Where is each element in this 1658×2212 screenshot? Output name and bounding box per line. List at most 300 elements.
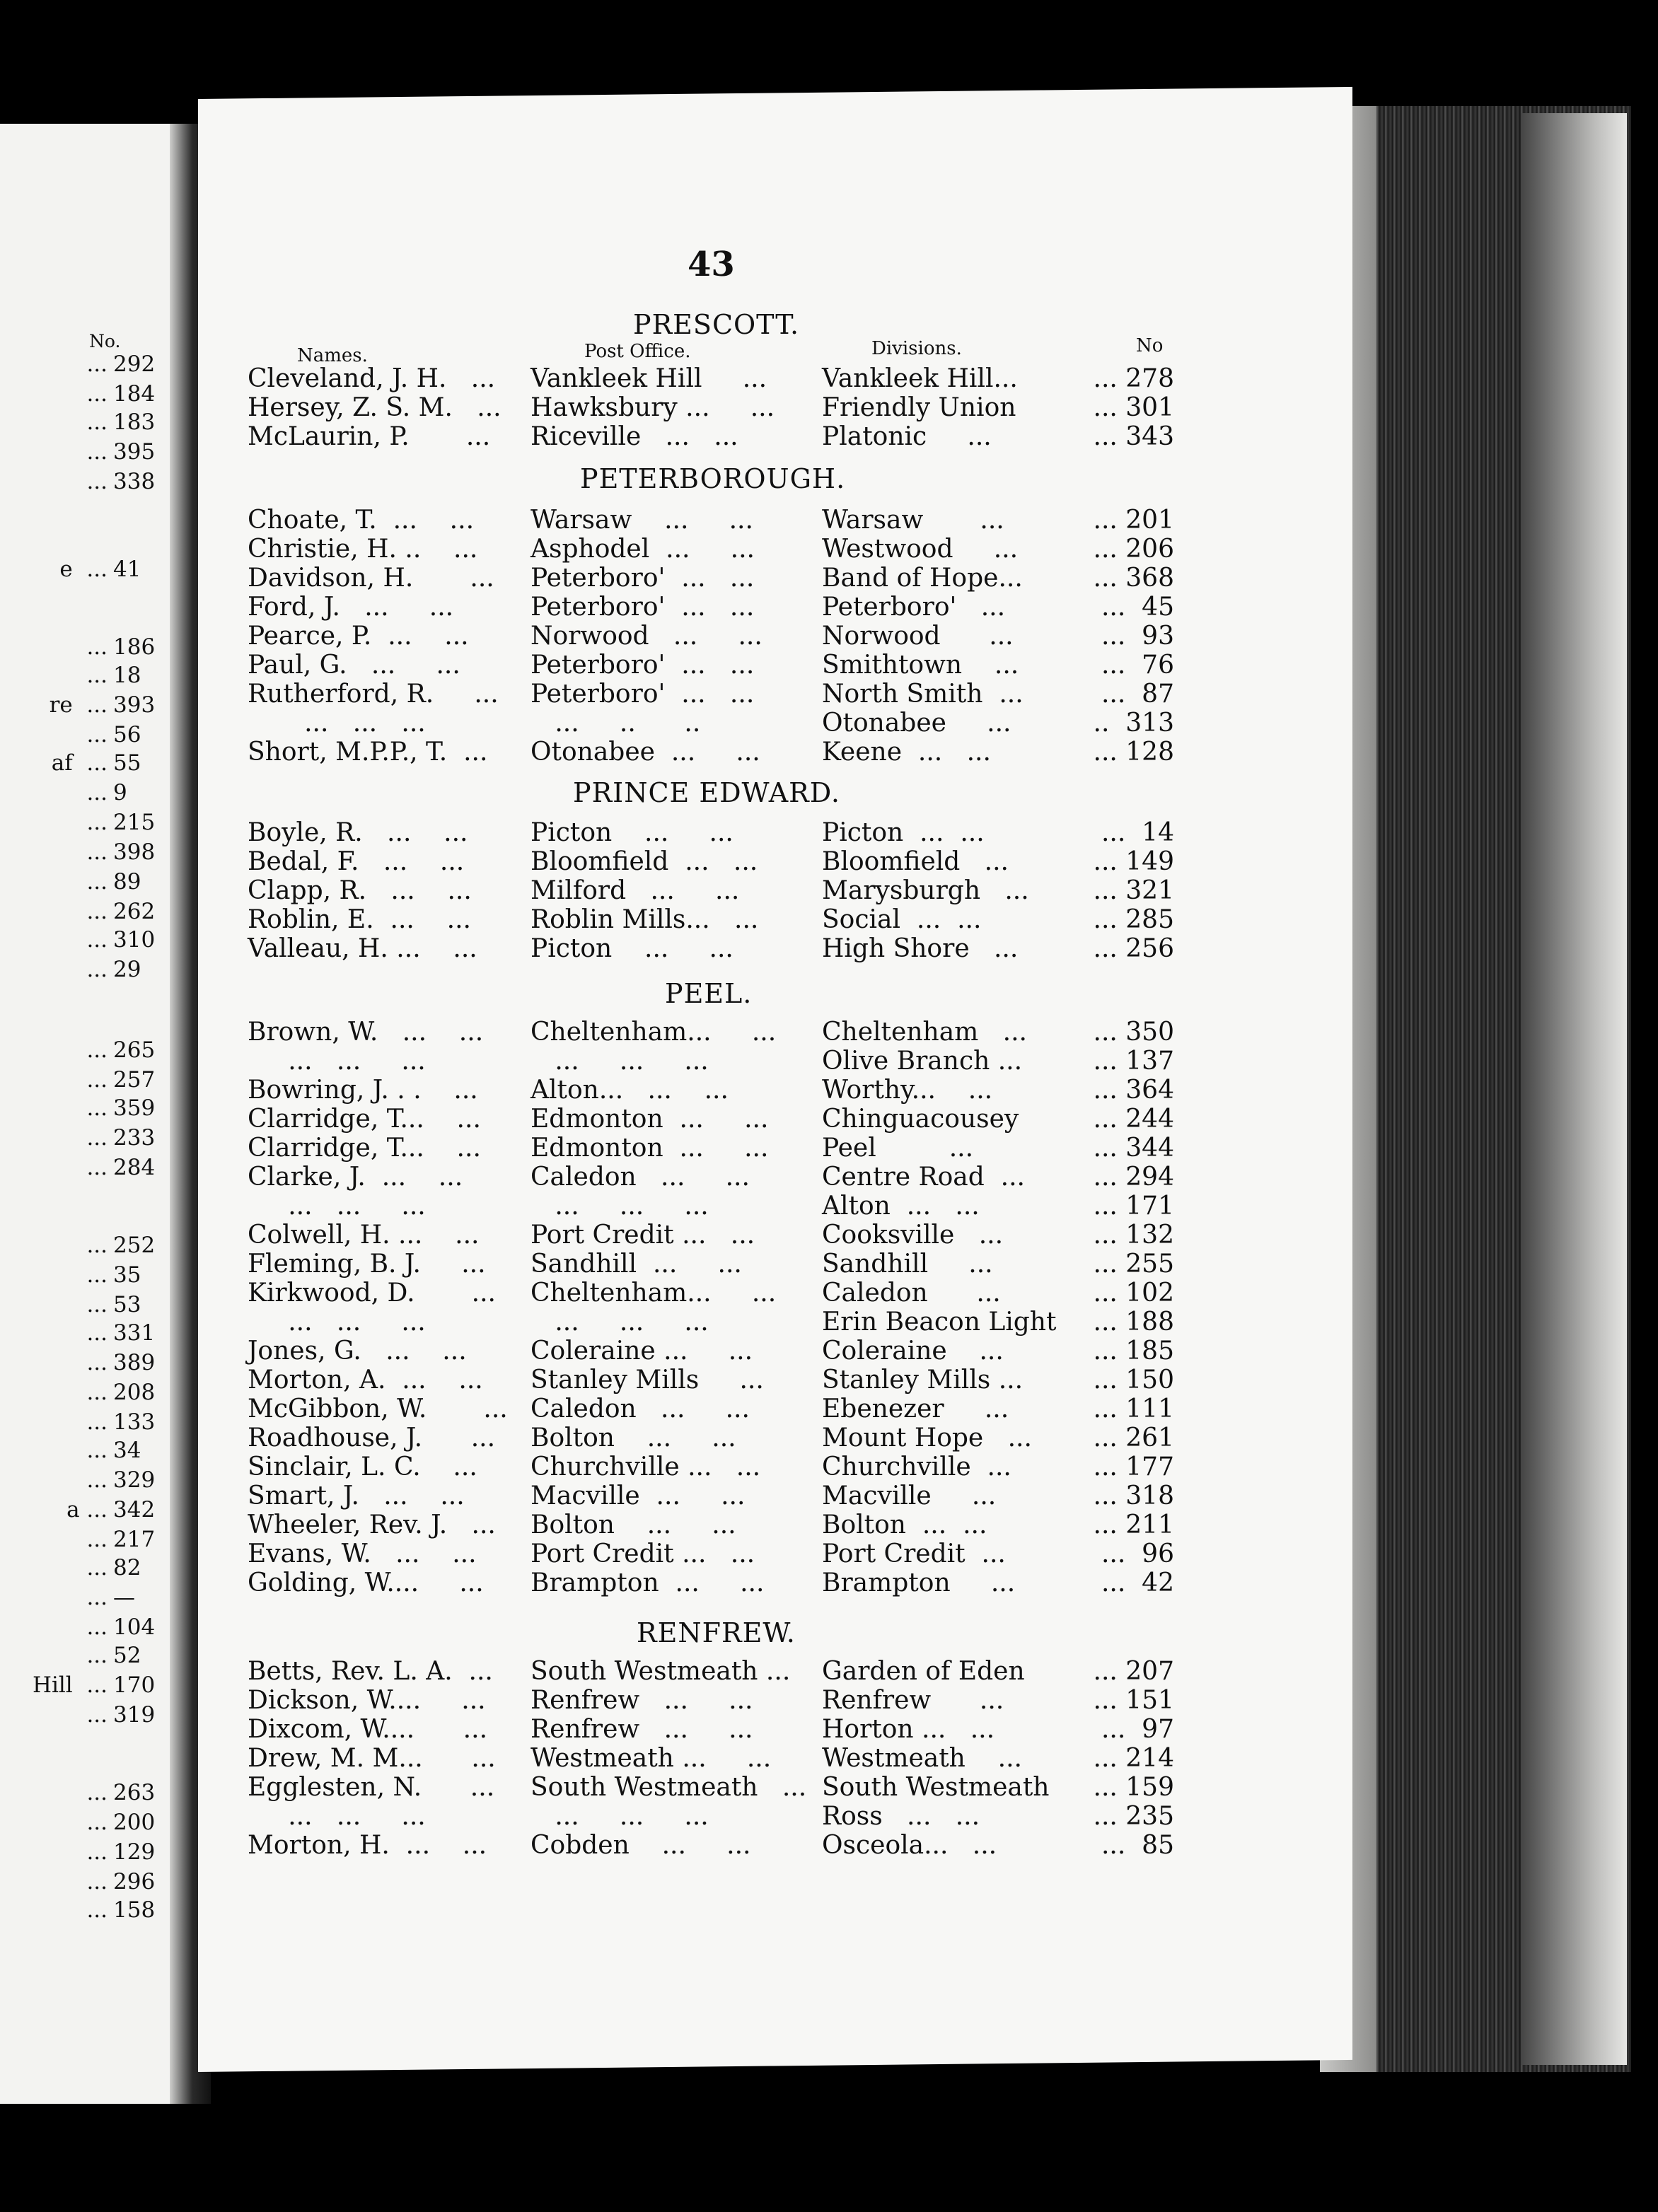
directory-row	[248, 1510, 1174, 1541]
entry-post-office: Edmonton ... ...	[531, 1105, 769, 1134]
directory-row	[248, 1539, 1174, 1570]
entry-name: Clarridge, T... ...	[248, 1105, 481, 1134]
facing-number: 263	[113, 1780, 156, 1805]
entry-post-office: Asphodel ... ...	[531, 535, 755, 564]
entry-name: ... ... ...	[248, 1047, 426, 1076]
entry-post-office: ... .. ..	[531, 709, 701, 738]
facing-number: 342	[113, 1497, 156, 1523]
directory-row	[248, 1775, 1174, 1803]
facing-leader: ...	[86, 1292, 108, 1317]
col-header-post-office: Post Office.	[584, 341, 691, 362]
entry-division: High Shore ...	[822, 934, 1019, 963]
facing-leader: ...	[86, 663, 108, 688]
entry-post-office: Picton ... ...	[531, 934, 734, 963]
entry-post-office: Edmonton ... ...	[531, 1134, 769, 1163]
entry-number: ... 87	[1101, 680, 1174, 709]
entry-number: ... 177	[1093, 1453, 1174, 1482]
entry-post-office: Cheltenham... ...	[531, 1018, 777, 1047]
entry-post-office: Peterboro' ... ...	[531, 680, 755, 709]
entry-name: Clapp, R. ... ...	[248, 876, 472, 905]
entry-post-office: Port Credit ... ...	[531, 1539, 755, 1568]
facing-leader: ...	[86, 1380, 108, 1405]
facing-number: 284	[113, 1155, 156, 1180]
directory-row	[248, 566, 1174, 594]
directory-row	[248, 1165, 1174, 1193]
facing-leader: a ...	[66, 1497, 108, 1523]
facing-number: 89	[113, 869, 141, 895]
facing-leader: ...	[86, 927, 108, 953]
directory-row	[248, 1717, 1174, 1745]
entry-number: ... 93	[1101, 622, 1174, 651]
entry-name: Rutherford, R. ...	[248, 680, 499, 709]
entry-name: ... ... ...	[248, 1192, 426, 1221]
entry-number: ... 132	[1093, 1221, 1174, 1250]
entry-name: Evans, W. ... ...	[248, 1539, 477, 1568]
entry-division: Peterboro' ...	[822, 593, 1006, 622]
entry-post-office: Bolton ... ...	[531, 1510, 736, 1539]
entry-number: ... 343	[1093, 422, 1174, 451]
entry-name: McGibbon, W. ...	[248, 1395, 508, 1424]
entry-number: ... 244	[1093, 1105, 1174, 1134]
entry-post-office: Sandhill ... ...	[531, 1250, 742, 1279]
entry-name: Fleming, B. J. ...	[248, 1250, 486, 1279]
page-edges-outer	[1521, 113, 1627, 2065]
entry-number: ... 318	[1093, 1482, 1174, 1510]
directory-listing	[248, 0, 1174, 2212]
directory-row	[248, 907, 1174, 936]
col-header-names: Names.	[297, 345, 368, 366]
entry-number: ... 188	[1093, 1308, 1174, 1337]
entry-name: ... ... ...	[248, 1308, 426, 1337]
entry-number: ... 301	[1093, 393, 1174, 422]
facing-number: 331	[113, 1320, 156, 1346]
entry-name: Egglesten, N. ...	[248, 1773, 495, 1802]
facing-leader: re ...	[49, 692, 108, 718]
page-number: 43	[688, 245, 735, 284]
directory-row	[248, 849, 1174, 878]
directory-row	[248, 1281, 1174, 1309]
entry-post-office: Brampton ... ...	[531, 1568, 765, 1597]
directory-row	[248, 624, 1174, 652]
facing-number: 389	[113, 1350, 156, 1375]
entry-post-office: Hawksbury ... ...	[531, 393, 775, 422]
entry-name: Paul, G. ... ...	[248, 651, 460, 680]
entry-number: ... 171	[1093, 1192, 1174, 1221]
directory-row	[248, 740, 1174, 768]
entry-post-office: Cobden ... ...	[531, 1831, 751, 1860]
directory-row	[248, 1310, 1174, 1338]
facing-number: 393	[113, 692, 156, 718]
entry-number: ... 151	[1093, 1686, 1174, 1715]
facing-number: —	[113, 1585, 135, 1610]
entry-division: Otonabee ...	[822, 709, 1011, 738]
entry-number: ... 350	[1093, 1018, 1174, 1047]
directory-row	[248, 595, 1174, 623]
facing-leader: ...	[86, 1438, 108, 1463]
entry-number: ... 128	[1093, 738, 1174, 767]
entry-name: Cleveland, J. H. ...	[248, 364, 496, 393]
entry-post-office: ... ... ...	[531, 1192, 709, 1221]
entry-post-office: ... ... ...	[531, 1047, 709, 1076]
entry-post-office: Bloomfield ... ...	[531, 847, 758, 876]
facing-number: 184	[113, 381, 156, 407]
directory-row	[248, 1746, 1174, 1774]
entry-post-office: South Westmeath ...	[531, 1773, 807, 1802]
entry-post-office: Norwood ... ...	[531, 622, 763, 651]
entry-number: ... 201	[1093, 506, 1174, 535]
entry-number: ... 294	[1093, 1163, 1174, 1192]
entry-post-office: Peterboro' ... ...	[531, 651, 755, 680]
entry-number: ... 344	[1093, 1134, 1174, 1163]
directory-row	[248, 1049, 1174, 1077]
facing-leader: ...	[86, 351, 108, 377]
entry-division: Cooksville ...	[822, 1221, 1004, 1250]
facing-number: 257	[113, 1067, 156, 1093]
entry-post-office: Cheltenham... ...	[531, 1279, 777, 1308]
directory-row	[248, 508, 1174, 536]
directory-row	[248, 1252, 1174, 1280]
facing-number: 183	[113, 409, 156, 435]
entry-division: Macville ...	[822, 1482, 997, 1510]
entry-division: Brampton ...	[822, 1568, 1016, 1597]
entry-post-office: Caledon ... ...	[531, 1395, 750, 1424]
entry-number: .. 313	[1093, 709, 1174, 738]
entry-number: ... 364	[1093, 1076, 1174, 1105]
facing-leader: ...	[86, 1125, 108, 1151]
directory-row	[248, 682, 1174, 710]
col-header-no: No	[1136, 335, 1164, 356]
entry-division: Platonic ...	[822, 422, 992, 451]
entry-division: Peel ...	[822, 1134, 974, 1163]
section-heading: PRESCOTT.	[633, 309, 800, 340]
entry-post-office: Renfrew ... ...	[531, 1715, 753, 1744]
directory-row	[248, 711, 1174, 739]
entry-name: Christie, H. .. ...	[248, 535, 478, 564]
facing-number: 29	[113, 957, 141, 982]
facing-leader: ...	[86, 1467, 108, 1493]
entry-number: ... 214	[1093, 1744, 1174, 1773]
facing-number: 129	[113, 1839, 156, 1865]
entry-post-office: Caledon ... ...	[531, 1163, 750, 1192]
entry-name: Smart, J. ... ...	[248, 1482, 465, 1510]
facing-number: 292	[113, 351, 156, 377]
entry-number: ... 368	[1093, 564, 1174, 593]
directory-row	[248, 1688, 1174, 1716]
section-heading: PEEL.	[665, 978, 753, 1009]
facing-leader: ...	[86, 780, 108, 805]
facing-number: 338	[113, 469, 156, 494]
entry-post-office: Warsaw ... ...	[531, 506, 753, 535]
entry-number: ... 206	[1093, 535, 1174, 564]
entry-name: Clarke, J. ... ...	[248, 1163, 463, 1192]
facing-number: 9	[113, 780, 127, 805]
directory-row	[248, 1397, 1174, 1425]
entry-division: Band of Hope...	[822, 564, 1023, 593]
facing-leader: ...	[86, 1155, 108, 1180]
entry-number: ... 96	[1101, 1539, 1174, 1568]
entry-name: Wheeler, Rev. J. ...	[248, 1510, 496, 1539]
entry-name: Choate, T. ... ...	[248, 506, 475, 535]
facing-leader: ...	[86, 1780, 108, 1805]
entry-name: Pearce, P. ... ...	[248, 622, 469, 651]
directory-row	[248, 424, 1174, 453]
facing-leader: ...	[86, 1614, 108, 1640]
entry-post-office: Westmeath ... ...	[531, 1744, 772, 1773]
entry-post-office: Churchville ... ...	[531, 1453, 761, 1482]
directory-row	[248, 1804, 1174, 1832]
entry-division: Social ... ...	[822, 905, 982, 934]
entry-division: Bloomfield ...	[822, 847, 1009, 876]
facing-number: 319	[113, 1702, 156, 1728]
facing-number: 215	[113, 810, 156, 835]
entry-division: Port Credit ...	[822, 1539, 1006, 1568]
entry-division: Coleraine ...	[822, 1337, 1004, 1366]
facing-number: 41	[113, 557, 141, 582]
entry-division: Westwood ...	[822, 535, 1019, 564]
facing-leader: ...	[86, 1810, 108, 1835]
directory-row	[248, 1020, 1174, 1048]
facing-leader: ...	[86, 634, 108, 660]
entry-number: ... 102	[1093, 1279, 1174, 1308]
entry-division: Horton ... ...	[822, 1715, 995, 1744]
directory-row	[248, 1426, 1174, 1454]
facing-number: 170	[113, 1672, 156, 1698]
entry-name: Kirkwood, D. ...	[248, 1279, 496, 1308]
facing-number: 56	[113, 722, 141, 747]
entry-post-office: ... ... ...	[531, 1802, 709, 1831]
entry-post-office: Macville ... ...	[531, 1482, 746, 1510]
entry-post-office: Renfrew ... ...	[531, 1686, 753, 1715]
facing-leader: ...	[86, 1320, 108, 1346]
entry-division: Osceola... ...	[822, 1831, 997, 1860]
entry-division: Bolton ... ...	[822, 1510, 987, 1539]
entry-name: Valleau, H. ... ...	[248, 934, 477, 963]
facing-leader: ...	[86, 722, 108, 747]
entry-division: Norwood ...	[822, 622, 1014, 651]
entry-name: Hersey, Z. S. M. ...	[248, 393, 502, 422]
facing-leader: ...	[86, 1527, 108, 1552]
entry-name: Dickson, W.... ...	[248, 1686, 486, 1715]
entry-number: ... 137	[1093, 1047, 1174, 1076]
facing-number: 53	[113, 1292, 141, 1317]
entry-division: Ross ... ...	[822, 1802, 980, 1831]
entry-post-office: Vankleek Hill ...	[531, 364, 767, 393]
entry-name: Golding, W.... ...	[248, 1568, 484, 1597]
entry-division: Olive Branch ...	[822, 1047, 1023, 1076]
entry-post-office: Picton ... ...	[531, 818, 734, 847]
facing-number: 35	[113, 1262, 141, 1288]
entry-post-office: Stanley Mills ...	[531, 1366, 764, 1395]
facing-number: 18	[113, 663, 141, 688]
entry-name: Roblin, E. ... ...	[248, 905, 471, 934]
entry-post-office: Alton... ... ...	[531, 1076, 729, 1105]
entry-post-office: Port Credit ... ...	[531, 1221, 755, 1250]
entry-name: Short, M.P.P., T. ...	[248, 738, 488, 767]
entry-post-office: Riceville ... ...	[531, 422, 738, 451]
entry-division: Renfrew ...	[822, 1686, 1004, 1715]
directory-row	[248, 1339, 1174, 1367]
facing-leader: ...	[86, 381, 108, 407]
entry-post-office: Coleraine ... ...	[531, 1337, 753, 1366]
facing-leader: e ...	[59, 557, 108, 582]
entry-post-office: Milford ... ...	[531, 876, 740, 905]
entry-name: Brown, W. ... ...	[248, 1018, 484, 1047]
entry-division: Warsaw ...	[822, 506, 1004, 535]
entry-number: ... 76	[1101, 651, 1174, 680]
entry-division: South Westmeath	[822, 1773, 1050, 1802]
facing-number: 208	[113, 1380, 156, 1405]
section-heading: RENFREW.	[637, 1617, 796, 1648]
entry-number: ... 150	[1093, 1366, 1174, 1395]
facing-leader: ...	[86, 957, 108, 982]
facing-leader: ...	[86, 869, 108, 895]
facing-leader: ...	[86, 1585, 108, 1610]
section-heading: PRINCE EDWARD.	[573, 777, 840, 808]
entry-division: Sandhill ...	[822, 1250, 993, 1279]
facing-leader: ...	[86, 469, 108, 494]
entry-division: Churchville ...	[822, 1453, 1011, 1482]
facing-number: 200	[113, 1810, 156, 1835]
entry-name: McLaurin, P. ...	[248, 422, 491, 451]
directory-row	[248, 1136, 1174, 1164]
entry-division: Erin Beacon Light	[822, 1308, 1057, 1337]
entry-number: ... 185	[1093, 1337, 1174, 1366]
entry-division: Ebenezer ...	[822, 1395, 1009, 1424]
facing-number: 310	[113, 927, 156, 953]
entry-division: Keene ... ...	[822, 738, 991, 767]
entry-division: Picton ... ...	[822, 818, 985, 847]
entry-name: Bedal, F. ... ...	[248, 847, 465, 876]
entry-division: Friendly Union	[822, 393, 1016, 422]
facing-number: 265	[113, 1037, 156, 1063]
entry-number: ... 261	[1093, 1424, 1174, 1453]
entry-name: Clarridge, T... ...	[248, 1134, 481, 1163]
facing-number: 217	[113, 1527, 156, 1552]
facing-number: 52	[113, 1643, 141, 1668]
facing-leader: ...	[86, 1067, 108, 1093]
entry-number: ... 42	[1101, 1568, 1174, 1597]
entry-number: ... 207	[1093, 1657, 1174, 1686]
facing-leader: ...	[86, 1350, 108, 1375]
entry-post-office: Roblin Mills... ...	[531, 905, 759, 934]
entry-name: Bowring, J. . . ...	[248, 1076, 478, 1105]
entry-division: Mount Hope ...	[822, 1424, 1032, 1453]
entry-number: ... 278	[1093, 364, 1174, 393]
col-header-divisions: Divisions.	[871, 338, 962, 359]
facing-number: 158	[113, 1897, 156, 1923]
directory-row	[248, 1568, 1174, 1599]
facing-number: 262	[113, 899, 156, 924]
entry-number: ... 255	[1093, 1250, 1174, 1279]
entry-division: Smithtown ...	[822, 651, 1019, 680]
entry-post-office: Peterboro' ... ...	[531, 564, 755, 593]
directory-row	[248, 878, 1174, 907]
facing-number: 133	[113, 1409, 156, 1435]
entry-division: Cheltenham ...	[822, 1018, 1027, 1047]
facing-leader: ...	[86, 1095, 108, 1121]
facing-leader: ...	[86, 439, 108, 465]
entry-post-office: Otonabee ... ...	[531, 738, 760, 767]
entry-division: Caledon ...	[822, 1279, 1001, 1308]
facing-number: 55	[113, 750, 141, 776]
facing-leader: ...	[86, 1839, 108, 1865]
facing-number: 233	[113, 1125, 156, 1151]
entry-name: Jones, G. ... ...	[248, 1337, 467, 1366]
entry-post-office: ... ... ...	[531, 1308, 709, 1337]
entry-name: Dixcom, W.... ...	[248, 1715, 488, 1744]
entry-name: Boyle, R. ... ...	[248, 818, 468, 847]
directory-row	[248, 936, 1174, 965]
entry-name: Morton, A. ... ...	[248, 1366, 483, 1395]
entry-number: ... 321	[1093, 876, 1174, 905]
entry-name: Roadhouse, J. ...	[248, 1424, 496, 1453]
facing-leader: af ...	[51, 750, 108, 776]
entry-number: ... 97	[1101, 1715, 1174, 1744]
entry-name: Drew, M. M... ...	[248, 1744, 496, 1773]
facing-leader: Hill ...	[32, 1672, 108, 1698]
facing-leader: ...	[86, 1555, 108, 1581]
facing-number: 104	[113, 1614, 156, 1640]
directory-row	[248, 1368, 1174, 1396]
entry-division: Alton ... ...	[822, 1192, 980, 1221]
entry-division: Centre Road ...	[822, 1163, 1025, 1192]
facing-leader: ...	[86, 810, 108, 835]
entry-name: ... ... ...	[248, 709, 426, 738]
entry-number: ... 14	[1101, 818, 1174, 847]
directory-row	[248, 1833, 1174, 1861]
facing-leader: ...	[86, 1897, 108, 1923]
facing-leader: ...	[86, 839, 108, 865]
entry-number: ... 285	[1093, 905, 1174, 934]
entry-division: Westmeath ...	[822, 1744, 1022, 1773]
facing-leader: ...	[86, 409, 108, 435]
entry-number: ... 149	[1093, 847, 1174, 876]
facing-leader: ...	[86, 1409, 108, 1435]
directory-row	[248, 395, 1174, 424]
entry-division: Marysburgh ...	[822, 876, 1029, 905]
facing-leader: ...	[86, 1702, 108, 1728]
facing-number: 34	[113, 1438, 141, 1463]
facing-leader: ...	[86, 899, 108, 924]
entry-number: ... 45	[1101, 593, 1174, 622]
entry-division: North Smith ...	[822, 680, 1024, 709]
entry-number: ... 211	[1093, 1510, 1174, 1539]
entry-post-office: South Westmeath ...	[531, 1657, 791, 1686]
directory-row	[248, 1194, 1174, 1222]
directory-row	[248, 1078, 1174, 1106]
facing-leader: ...	[86, 1869, 108, 1894]
entry-number: ... 256	[1093, 934, 1174, 963]
facing-number: 252	[113, 1233, 156, 1258]
entry-number: ... 235	[1093, 1802, 1174, 1831]
directory-row	[248, 1484, 1174, 1512]
entry-number: ... 159	[1093, 1773, 1174, 1802]
entry-name: ... ... ...	[248, 1802, 426, 1831]
directory-row	[248, 1223, 1174, 1251]
facing-number: 329	[113, 1467, 156, 1493]
entry-division: Stanley Mills ...	[822, 1366, 1024, 1395]
entry-post-office: Peterboro' ... ...	[531, 593, 755, 622]
entry-name: Colwell, H. ... ...	[248, 1221, 480, 1250]
entry-number: ... 111	[1093, 1395, 1174, 1424]
facing-number: 82	[113, 1555, 141, 1581]
entry-name: Betts, Rev. L. A. ...	[248, 1657, 493, 1686]
entry-division: Vankleek Hill...	[822, 364, 1018, 393]
facing-number: 186	[113, 634, 156, 660]
facing-number: 296	[113, 1869, 156, 1894]
directory-row	[248, 820, 1174, 849]
entry-name: Ford, J. ... ...	[248, 593, 454, 622]
